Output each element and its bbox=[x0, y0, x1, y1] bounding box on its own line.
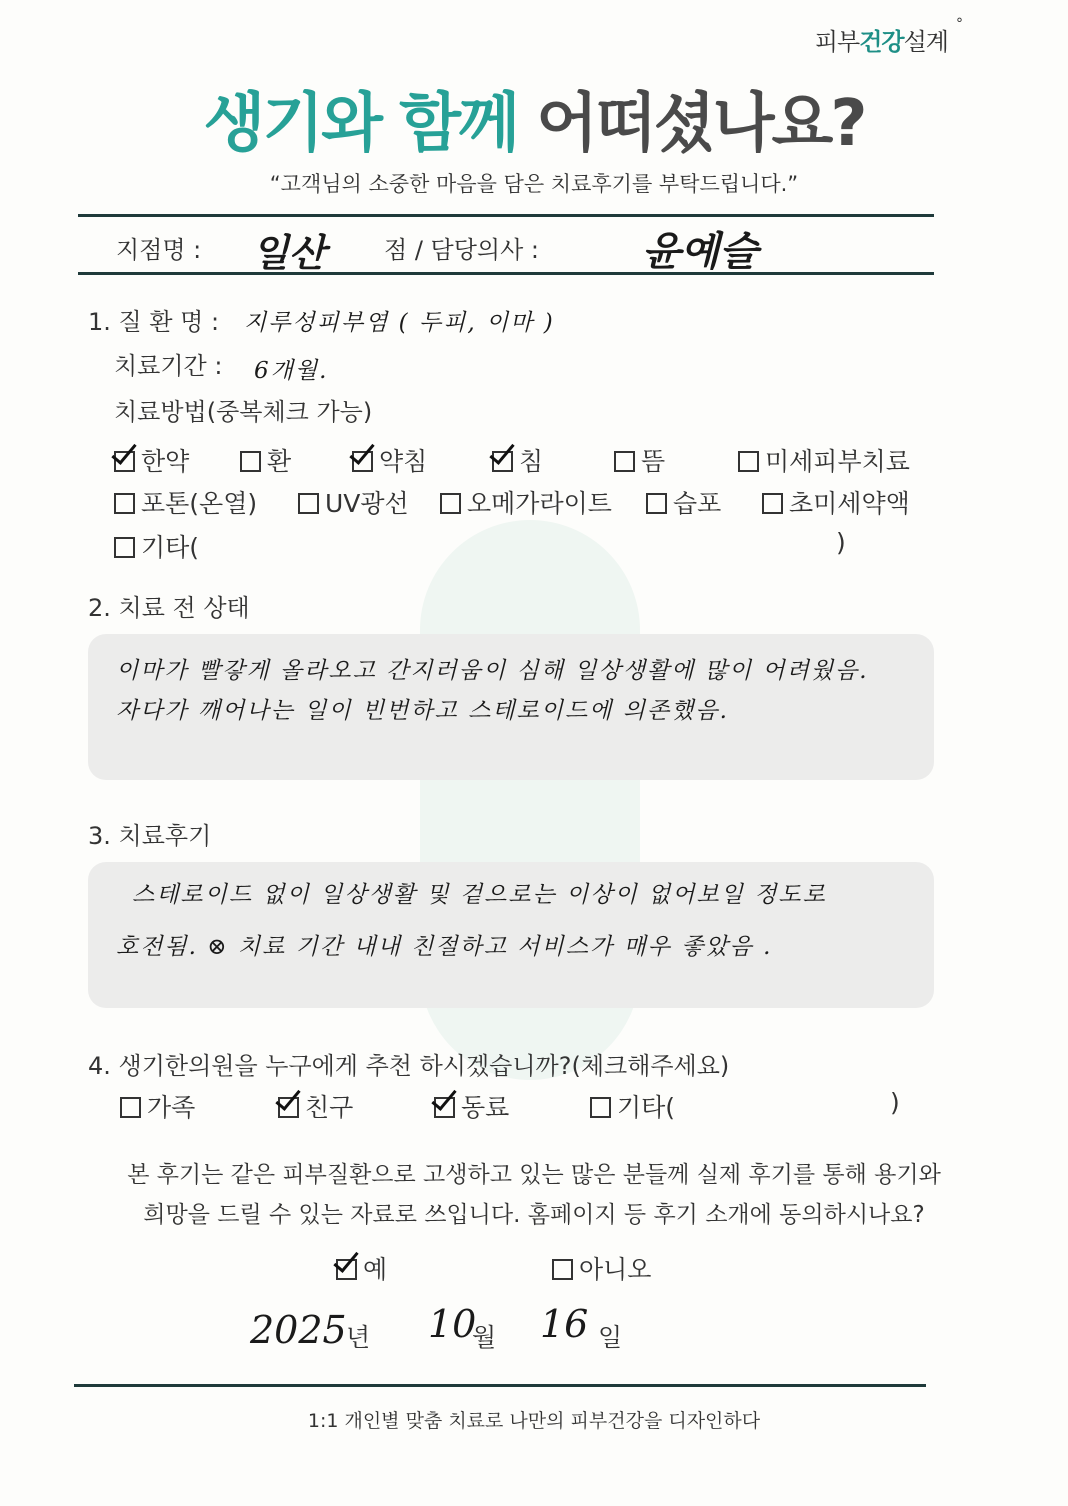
method-option-pharmacopuncture[interactable]: 약침 bbox=[352, 442, 427, 478]
doctor-label: 점 / 담당의사 : bbox=[384, 236, 539, 264]
section2-line: 자다가 깨어나는 일이 빈번하고 스테로이드에 의존했음. bbox=[116, 698, 729, 724]
consent-notice-line1: 본 후기는 같은 피부질환으로 고생하고 있는 많은 분들께 실제 후기를 통해 용기와 bbox=[127, 1162, 941, 1188]
date-month[interactable]: 10 bbox=[428, 1302, 477, 1346]
checkbox-icon bbox=[434, 1097, 455, 1118]
method-option-herbal[interactable]: 한약 bbox=[114, 442, 189, 478]
date-year-unit: 년 bbox=[346, 1323, 371, 1352]
recommend-option-colleague[interactable]: 동료 bbox=[434, 1088, 509, 1124]
date-month-unit: 월 bbox=[472, 1323, 497, 1352]
date-year[interactable]: 2025 bbox=[250, 1308, 347, 1352]
method-label: 치료방법(중복체크 가능) bbox=[114, 398, 373, 426]
checkbox-icon bbox=[120, 1097, 141, 1118]
section2-heading: 2. 치료 전 상태 bbox=[88, 594, 250, 622]
method-option-uv[interactable]: UV광선 bbox=[298, 484, 409, 520]
checkbox-icon bbox=[738, 451, 759, 472]
brand-logo: 피부건강설계 ° bbox=[814, 16, 962, 56]
consent-no[interactable]: 아니오 bbox=[552, 1250, 651, 1286]
checkbox-icon bbox=[240, 451, 261, 472]
branch-label: 지점명 : bbox=[116, 236, 202, 264]
period-value[interactable]: 6개월. bbox=[254, 358, 329, 384]
method-option-omega-light[interactable]: 오메가라이트 bbox=[440, 484, 612, 520]
section2-line: 이마가 빨갛게 올라오고 간지러움이 심해 일상생활에 많이 어려웠음. bbox=[116, 658, 869, 684]
date-day[interactable]: 16 bbox=[540, 1302, 589, 1346]
checkbox-icon bbox=[278, 1097, 299, 1118]
date-day-unit: 일 bbox=[598, 1323, 623, 1352]
checkbox-icon bbox=[646, 493, 667, 514]
method-option-acupuncture[interactable]: 침 bbox=[492, 442, 543, 478]
doctor-value[interactable]: 윤예슬 bbox=[642, 228, 758, 275]
page-title: 생기와 함께 어떠셨나요? bbox=[203, 87, 865, 161]
page-subtitle: “고객님의 소중한 마음을 담은 치료후기를 부탁드립니다.” bbox=[269, 172, 799, 196]
header-bottom-rule bbox=[78, 272, 934, 275]
method-option-micro-skin[interactable]: 미세피부치료 bbox=[738, 442, 910, 478]
checkbox-icon bbox=[614, 451, 635, 472]
method-other-close: ) bbox=[836, 528, 846, 557]
section3-line: 호전됨. ⊗ 치료 기간 내내 친절하고 서비스가 매우 좋았음 . bbox=[116, 934, 773, 960]
section2-answer-box[interactable] bbox=[88, 634, 934, 780]
recommend-option-friend[interactable]: 친구 bbox=[278, 1088, 353, 1124]
section3-heading: 3. 치료후기 bbox=[88, 822, 212, 850]
checkbox-icon bbox=[114, 493, 135, 514]
recommend-other-close: ) bbox=[890, 1088, 900, 1117]
checkbox-icon bbox=[440, 493, 461, 514]
checkbox-icon bbox=[492, 451, 513, 472]
consent-notice-line2: 희망을 드릴 수 있는 자료로 쓰입니다. 홈페이지 등 후기 소개에 동의하시나요? bbox=[143, 1202, 925, 1228]
checkbox-icon bbox=[552, 1259, 573, 1280]
method-option-compress[interactable]: 습포 bbox=[646, 484, 721, 520]
checkbox-icon bbox=[336, 1259, 357, 1280]
consent-yes[interactable]: 예 bbox=[336, 1250, 387, 1286]
section4-heading: 4. 생기한의원을 누구에게 추천 하시겠습니까?(체크해주세요) bbox=[88, 1052, 730, 1080]
branch-value[interactable]: 일산 bbox=[252, 230, 326, 275]
section3-line: 스테로이드 없이 일상생활 및 겉으로는 이상이 없어보일 정도로 bbox=[132, 882, 827, 908]
disease-value[interactable]: 지루성피부염 ( 두피, 이마 ) bbox=[244, 310, 555, 336]
checkbox-icon bbox=[114, 537, 135, 558]
checkbox-icon bbox=[590, 1097, 611, 1118]
footer-tagline: 1:1 개인별 맞춤 치료로 나만의 피부건강을 디자인하다 bbox=[307, 1410, 761, 1432]
checkbox-icon bbox=[352, 451, 373, 472]
recommend-option-family[interactable]: 가족 bbox=[120, 1088, 195, 1124]
checkbox-icon bbox=[298, 493, 319, 514]
method-option-moxibustion[interactable]: 뜸 bbox=[614, 442, 665, 478]
period-label: 치료기간 : bbox=[114, 352, 223, 380]
disease-label: 1. 질 환 명 : bbox=[88, 308, 220, 336]
method-option-other[interactable]: 기타( bbox=[114, 528, 199, 564]
checkbox-icon bbox=[762, 493, 783, 514]
method-option-photon[interactable]: 포톤(온열) bbox=[114, 484, 257, 520]
checkbox-icon bbox=[114, 451, 135, 472]
section3-answer-box[interactable] bbox=[88, 862, 934, 1008]
method-option-pill[interactable]: 환 bbox=[240, 442, 291, 478]
method-option-ultrafine[interactable]: 초미세약액 bbox=[762, 484, 910, 520]
header-top-rule bbox=[78, 214, 934, 217]
footer-rule bbox=[74, 1384, 926, 1387]
recommend-option-other[interactable]: 기타( bbox=[590, 1088, 675, 1124]
